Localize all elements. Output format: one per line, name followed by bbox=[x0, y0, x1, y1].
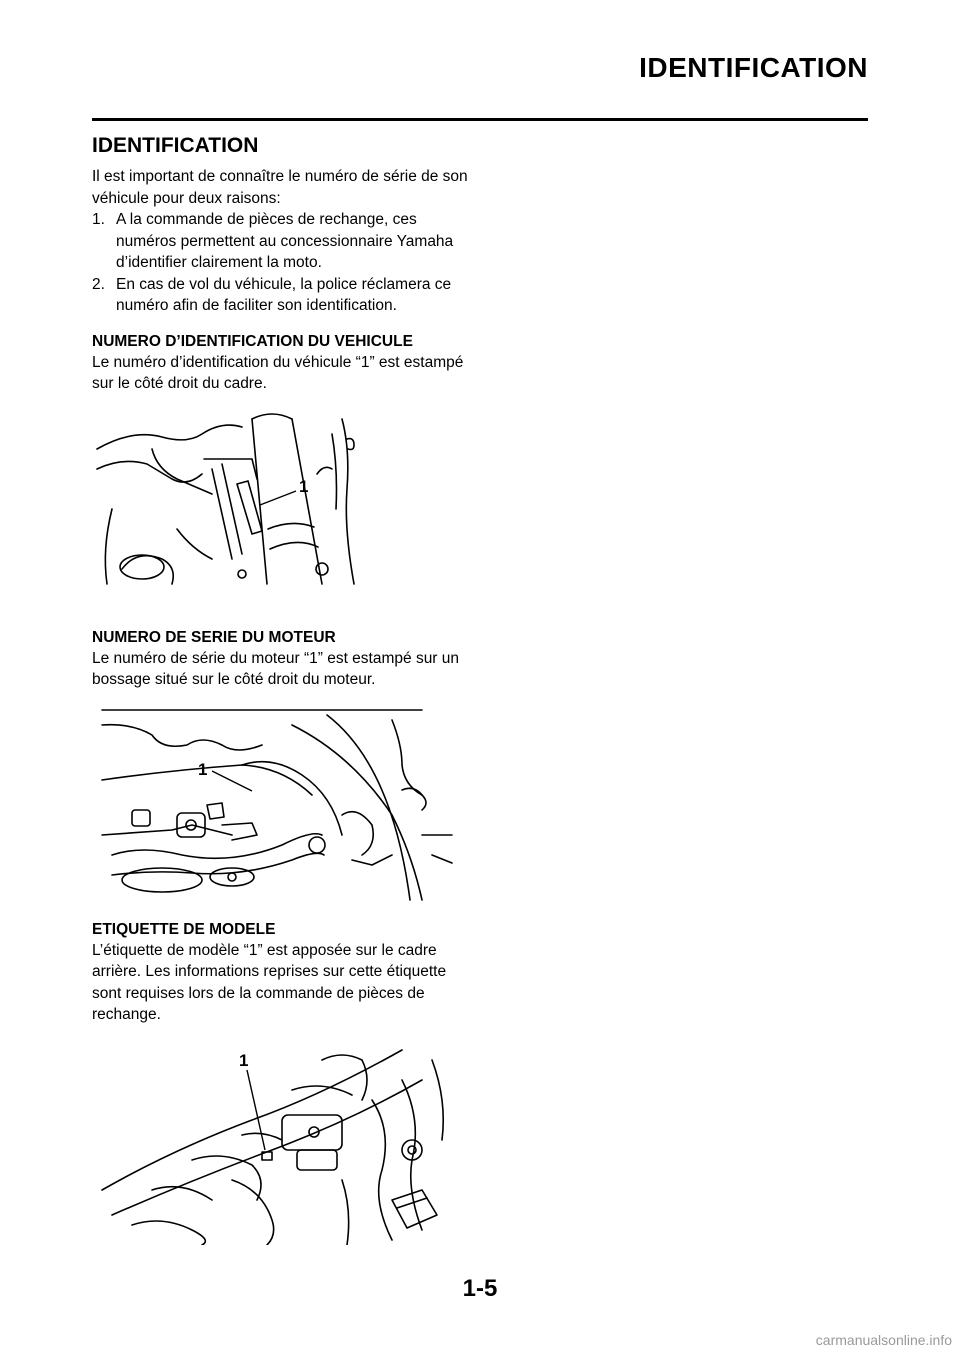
frame-illustration bbox=[92, 409, 372, 589]
list-item-text: A la commande de pièces de rechange, ces numéros permettent au concessionnaire Yamaha d’identifier clairement la moto. bbox=[116, 211, 454, 271]
watermark: carmanualsonline.info bbox=[815, 1332, 952, 1348]
engine-heading: NUMERO DE SERIE DU MOTEUR bbox=[92, 628, 336, 646]
callout-line bbox=[260, 491, 296, 505]
vin-heading: NUMERO D’IDENTIFICATION DU VEHICULE bbox=[92, 332, 413, 350]
page-number: 1-5 bbox=[462, 1275, 498, 1302]
list-item-text: En cas de vol du véhicule, la police réclamera ce numéro afin de faciliter son identification. bbox=[116, 275, 452, 314]
callout-number: 1 bbox=[198, 759, 208, 779]
vin-paragraph: Le numéro d’identification du véhicule “1” est estampé sur le côté droit du cadre. bbox=[92, 353, 464, 392]
engine-figure bbox=[92, 705, 472, 905]
list-item bbox=[92, 274, 472, 317]
list-item-number: 2. bbox=[92, 275, 105, 293]
vin-figure bbox=[92, 409, 472, 589]
callout-line bbox=[247, 1070, 265, 1150]
main-content bbox=[92, 134, 472, 1245]
engine-illustration bbox=[92, 705, 462, 905]
list-item bbox=[92, 209, 472, 274]
engine-paragraph: Le numéro de série du moteur “1” est estampé sur un bossage situé sur le côté droit du moteur. bbox=[92, 649, 460, 688]
callout-line bbox=[212, 771, 252, 791]
section-title: IDENTIFICATION bbox=[92, 134, 259, 157]
model-label-heading: ETIQUETTE DE MODELE bbox=[92, 920, 276, 938]
model-label-figure bbox=[92, 1040, 472, 1245]
callout-number: 1 bbox=[299, 476, 309, 496]
list-item-number: 1. bbox=[92, 211, 105, 228]
rear-frame-illustration bbox=[92, 1040, 462, 1245]
callout-number: 1 bbox=[239, 1050, 249, 1070]
page-header-title: IDENTIFICATION bbox=[639, 52, 868, 83]
intro-paragraph: Il est important de connaître le numéro de série de son véhicule pour deux raisons: bbox=[92, 168, 468, 207]
reasons-list bbox=[92, 209, 472, 317]
header-rule bbox=[92, 118, 868, 121]
model-label-paragraph: L’étiquette de modèle “1” est apposée sur le cadre arrière. Les informations reprises sur cette étiquette sont requises lors de la commande de pièces de rechange. bbox=[92, 941, 447, 1023]
